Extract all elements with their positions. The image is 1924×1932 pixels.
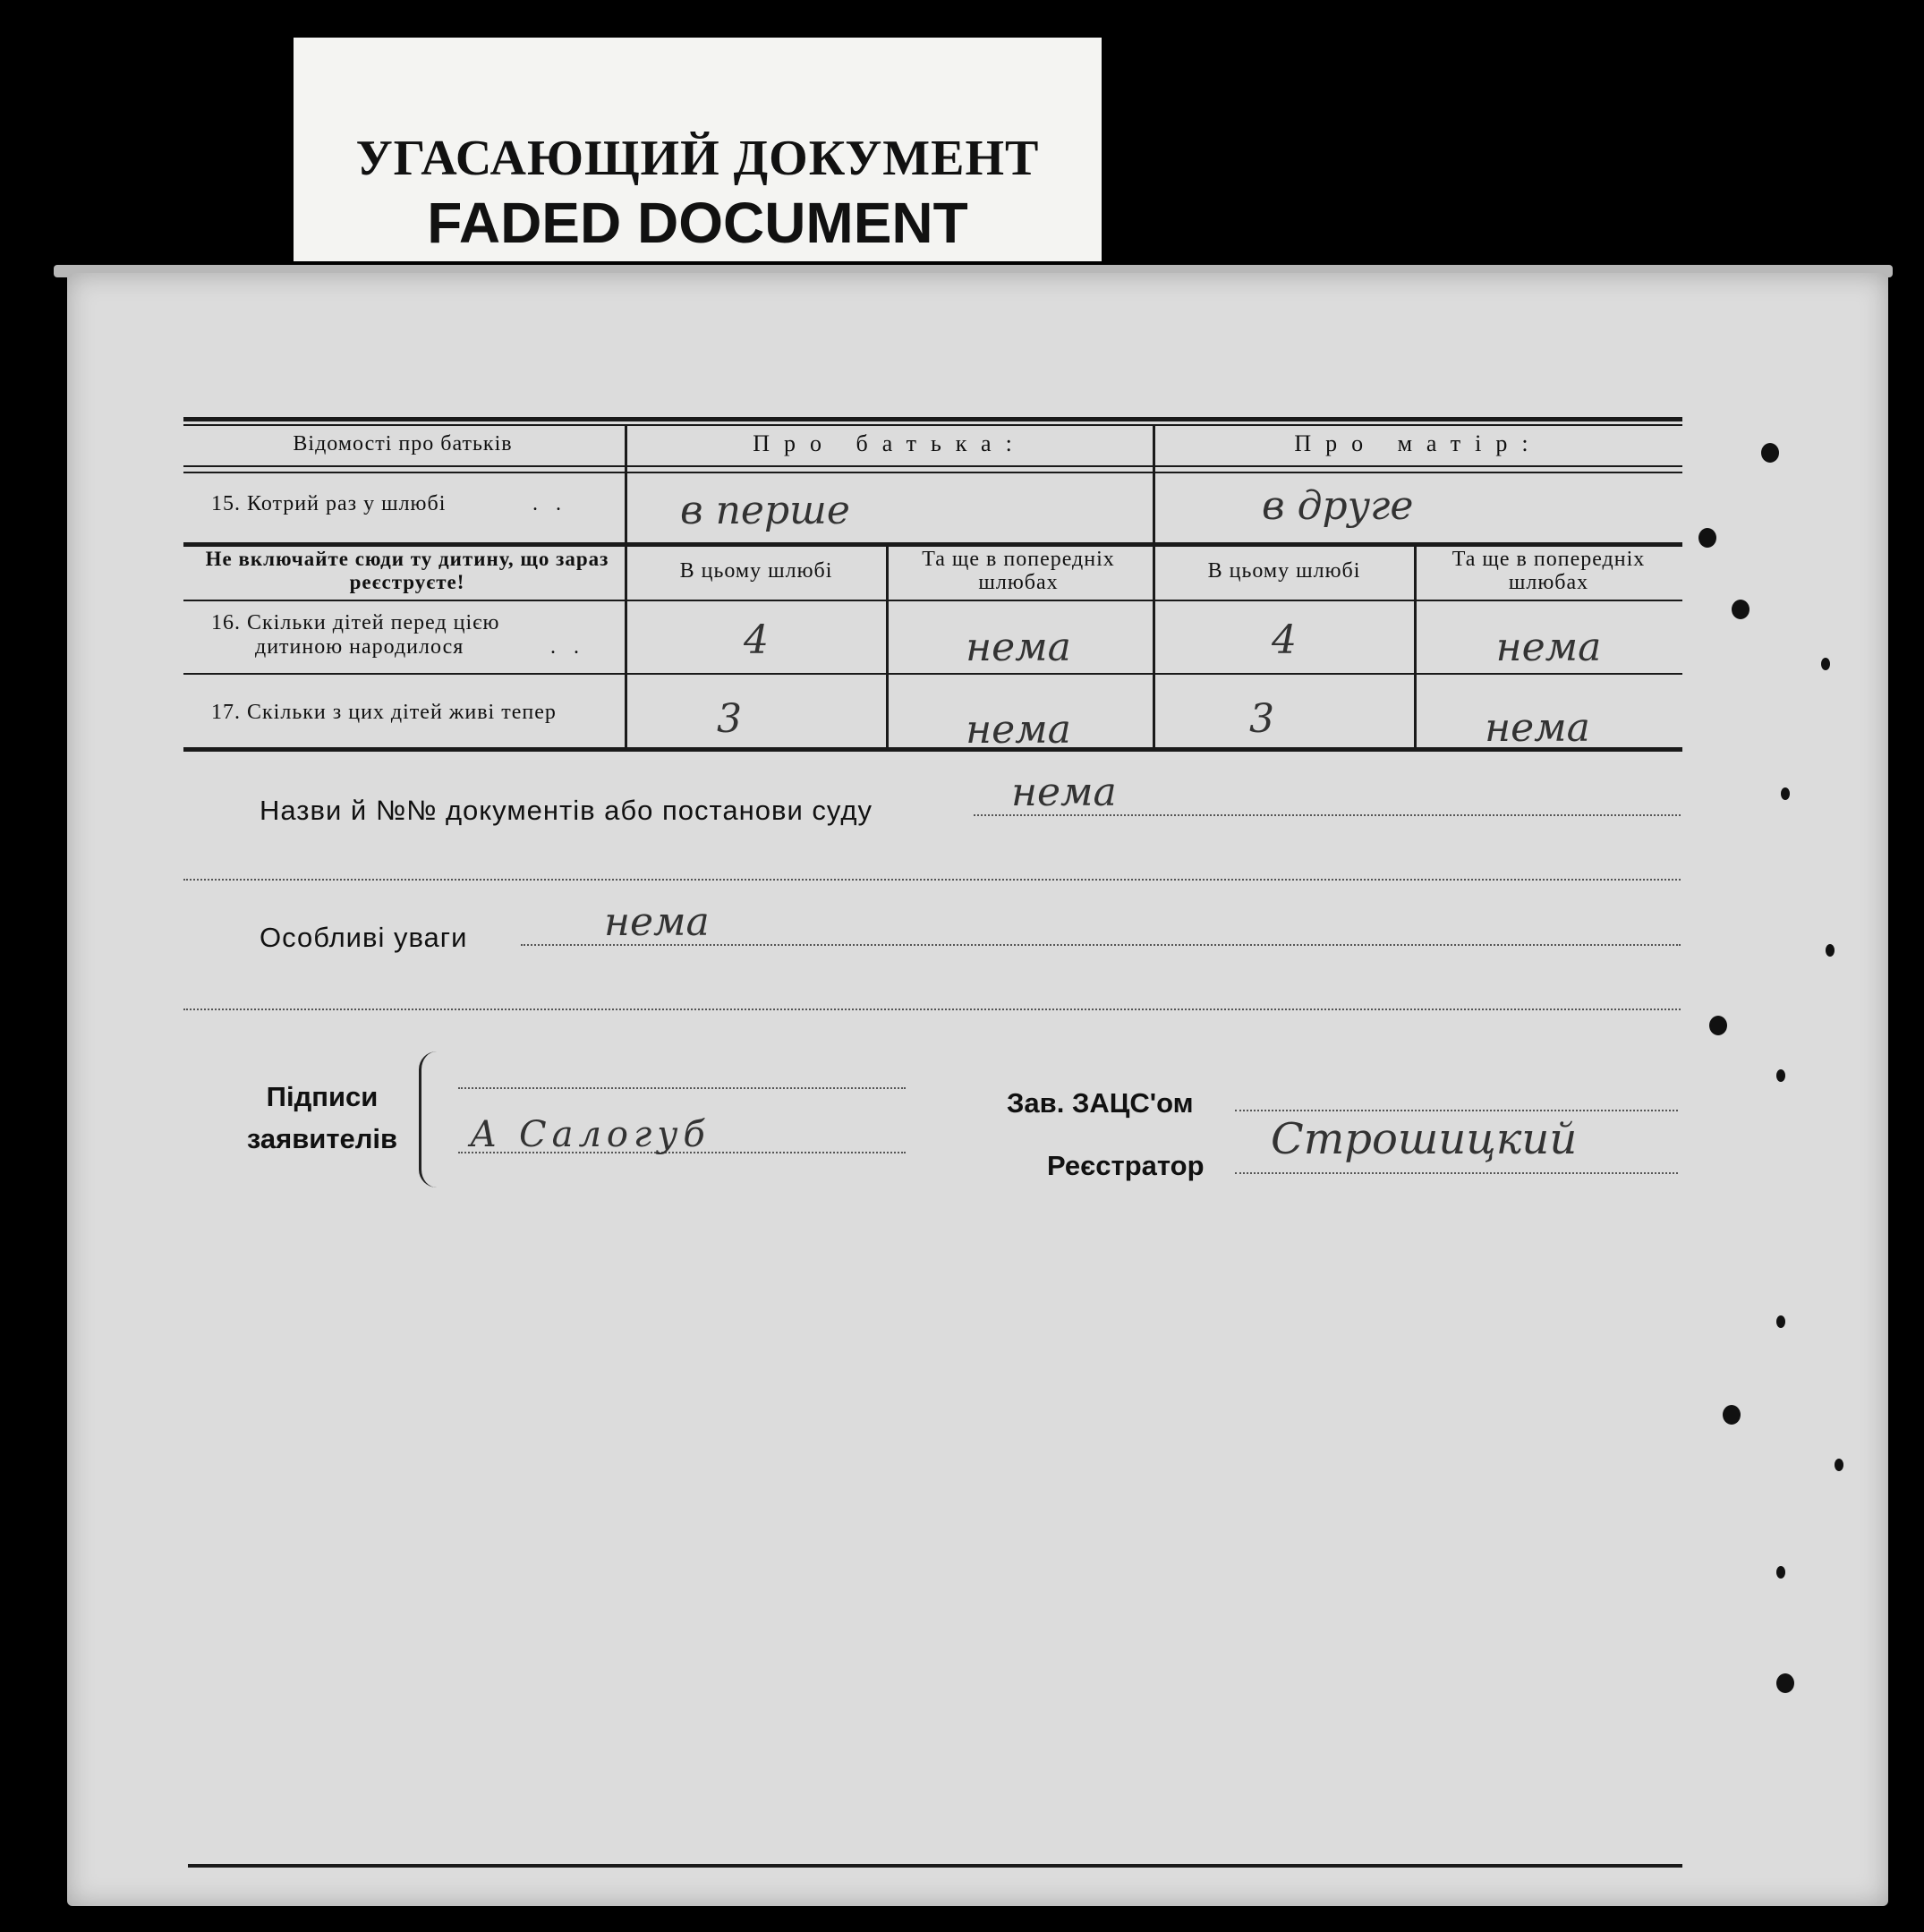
header-bottom-rule-2 <box>183 472 1682 473</box>
row16-father-previous: нема <box>966 625 1071 670</box>
binding-hole <box>1709 1016 1727 1035</box>
row17-label: 17. Скільки з цих дітей живі тепер <box>211 701 557 724</box>
binding-hole <box>1776 1673 1794 1693</box>
row16-father-current: 4 <box>744 617 769 663</box>
header-parents-info: Відомості про батьків <box>293 432 513 455</box>
header-father: Про батька: <box>753 430 1026 456</box>
binding-hole <box>1776 1566 1785 1579</box>
subheader-mother-previous: Та ще в попередніх шлюбах <box>1452 548 1646 594</box>
binding-hole <box>1821 658 1830 670</box>
binding-hole <box>1776 1069 1785 1082</box>
binding-hole <box>1826 944 1835 957</box>
binding-hole <box>1776 1315 1785 1328</box>
table-top-rule <box>183 417 1682 421</box>
row16-mother-current: 4 <box>1272 617 1297 663</box>
subheader-father-previous: Та ще в попередніх шлюбах <box>922 548 1115 594</box>
remarks-value: нема <box>604 899 710 945</box>
documents-value: нема <box>1011 770 1117 815</box>
header-bottom-rule <box>183 465 1682 467</box>
row16-leader-dots: .. <box>550 635 597 659</box>
row17-father-current: 3 <box>717 696 742 742</box>
faded-document-label <box>294 38 1102 261</box>
label-title-en: FADED DOCUMENT <box>427 191 968 255</box>
documents-label: Назви й №№ документів або постанови суду <box>260 795 873 826</box>
applicants-brace <box>419 1051 438 1187</box>
applicants-label-line1: Підписи <box>266 1081 379 1112</box>
row16-mother-previous: нема <box>1495 625 1602 670</box>
registrar-signature: Строшицкий <box>1271 1114 1578 1164</box>
applicant-signature-line-1 <box>458 1087 906 1089</box>
row15-father-value: в перше <box>680 488 850 533</box>
applicant-signature: А Салогуб <box>470 1114 711 1155</box>
registrar-label: Реєстратор <box>1047 1150 1205 1181</box>
subheader-note: Не включайте сюди ту дитину, що зараз реєструєте! <box>205 548 609 593</box>
binding-hole <box>1732 600 1749 619</box>
applicants-label-line2: заявителів <box>246 1123 398 1154</box>
remarks-dotted-line-2 <box>183 1009 1681 1010</box>
row16-label-line1: 16. Скільки дітей перед цією <box>211 611 500 634</box>
binding-hole <box>1761 443 1779 463</box>
table-top-rule-thin <box>183 424 1682 426</box>
head-signature-line <box>1235 1110 1678 1111</box>
row15-leader-dots: .. <box>532 492 579 515</box>
row16-label-line2: дитиною народилося <box>255 635 464 659</box>
row17-mother-previous: нема <box>1485 705 1590 751</box>
binding-hole <box>1835 1459 1843 1471</box>
remarks-label: Особливі уваги <box>260 922 468 953</box>
row17-father-previous: нема <box>966 707 1071 753</box>
row15-label: 15. Котрий раз у шлюбі <box>211 492 447 515</box>
binding-hole <box>1698 528 1716 548</box>
documents-dotted-line-2 <box>183 879 1681 881</box>
row15-mother-value: в друге <box>1262 483 1414 529</box>
registrar-signature-line <box>1235 1172 1678 1174</box>
subheader-father-current: В цьому шлюбі <box>679 559 833 583</box>
row15-bottom-rule <box>183 542 1682 547</box>
head-label: Зав. ЗАЦС'ом <box>1007 1087 1194 1119</box>
row16-bottom-rule <box>183 673 1682 675</box>
page-bottom-rule <box>188 1864 1682 1868</box>
subheader-bottom-rule <box>183 600 1682 601</box>
binding-hole <box>1723 1405 1741 1425</box>
binding-hole <box>1781 787 1790 800</box>
subheader-mother-current: В цьому шлюбі <box>1207 559 1361 583</box>
label-title-ru: УГАСАЮЩИЙ ДОКУМЕНТ <box>355 131 1040 186</box>
row17-mother-current: 3 <box>1249 696 1274 742</box>
header-mother: Про матір: <box>1294 430 1543 456</box>
